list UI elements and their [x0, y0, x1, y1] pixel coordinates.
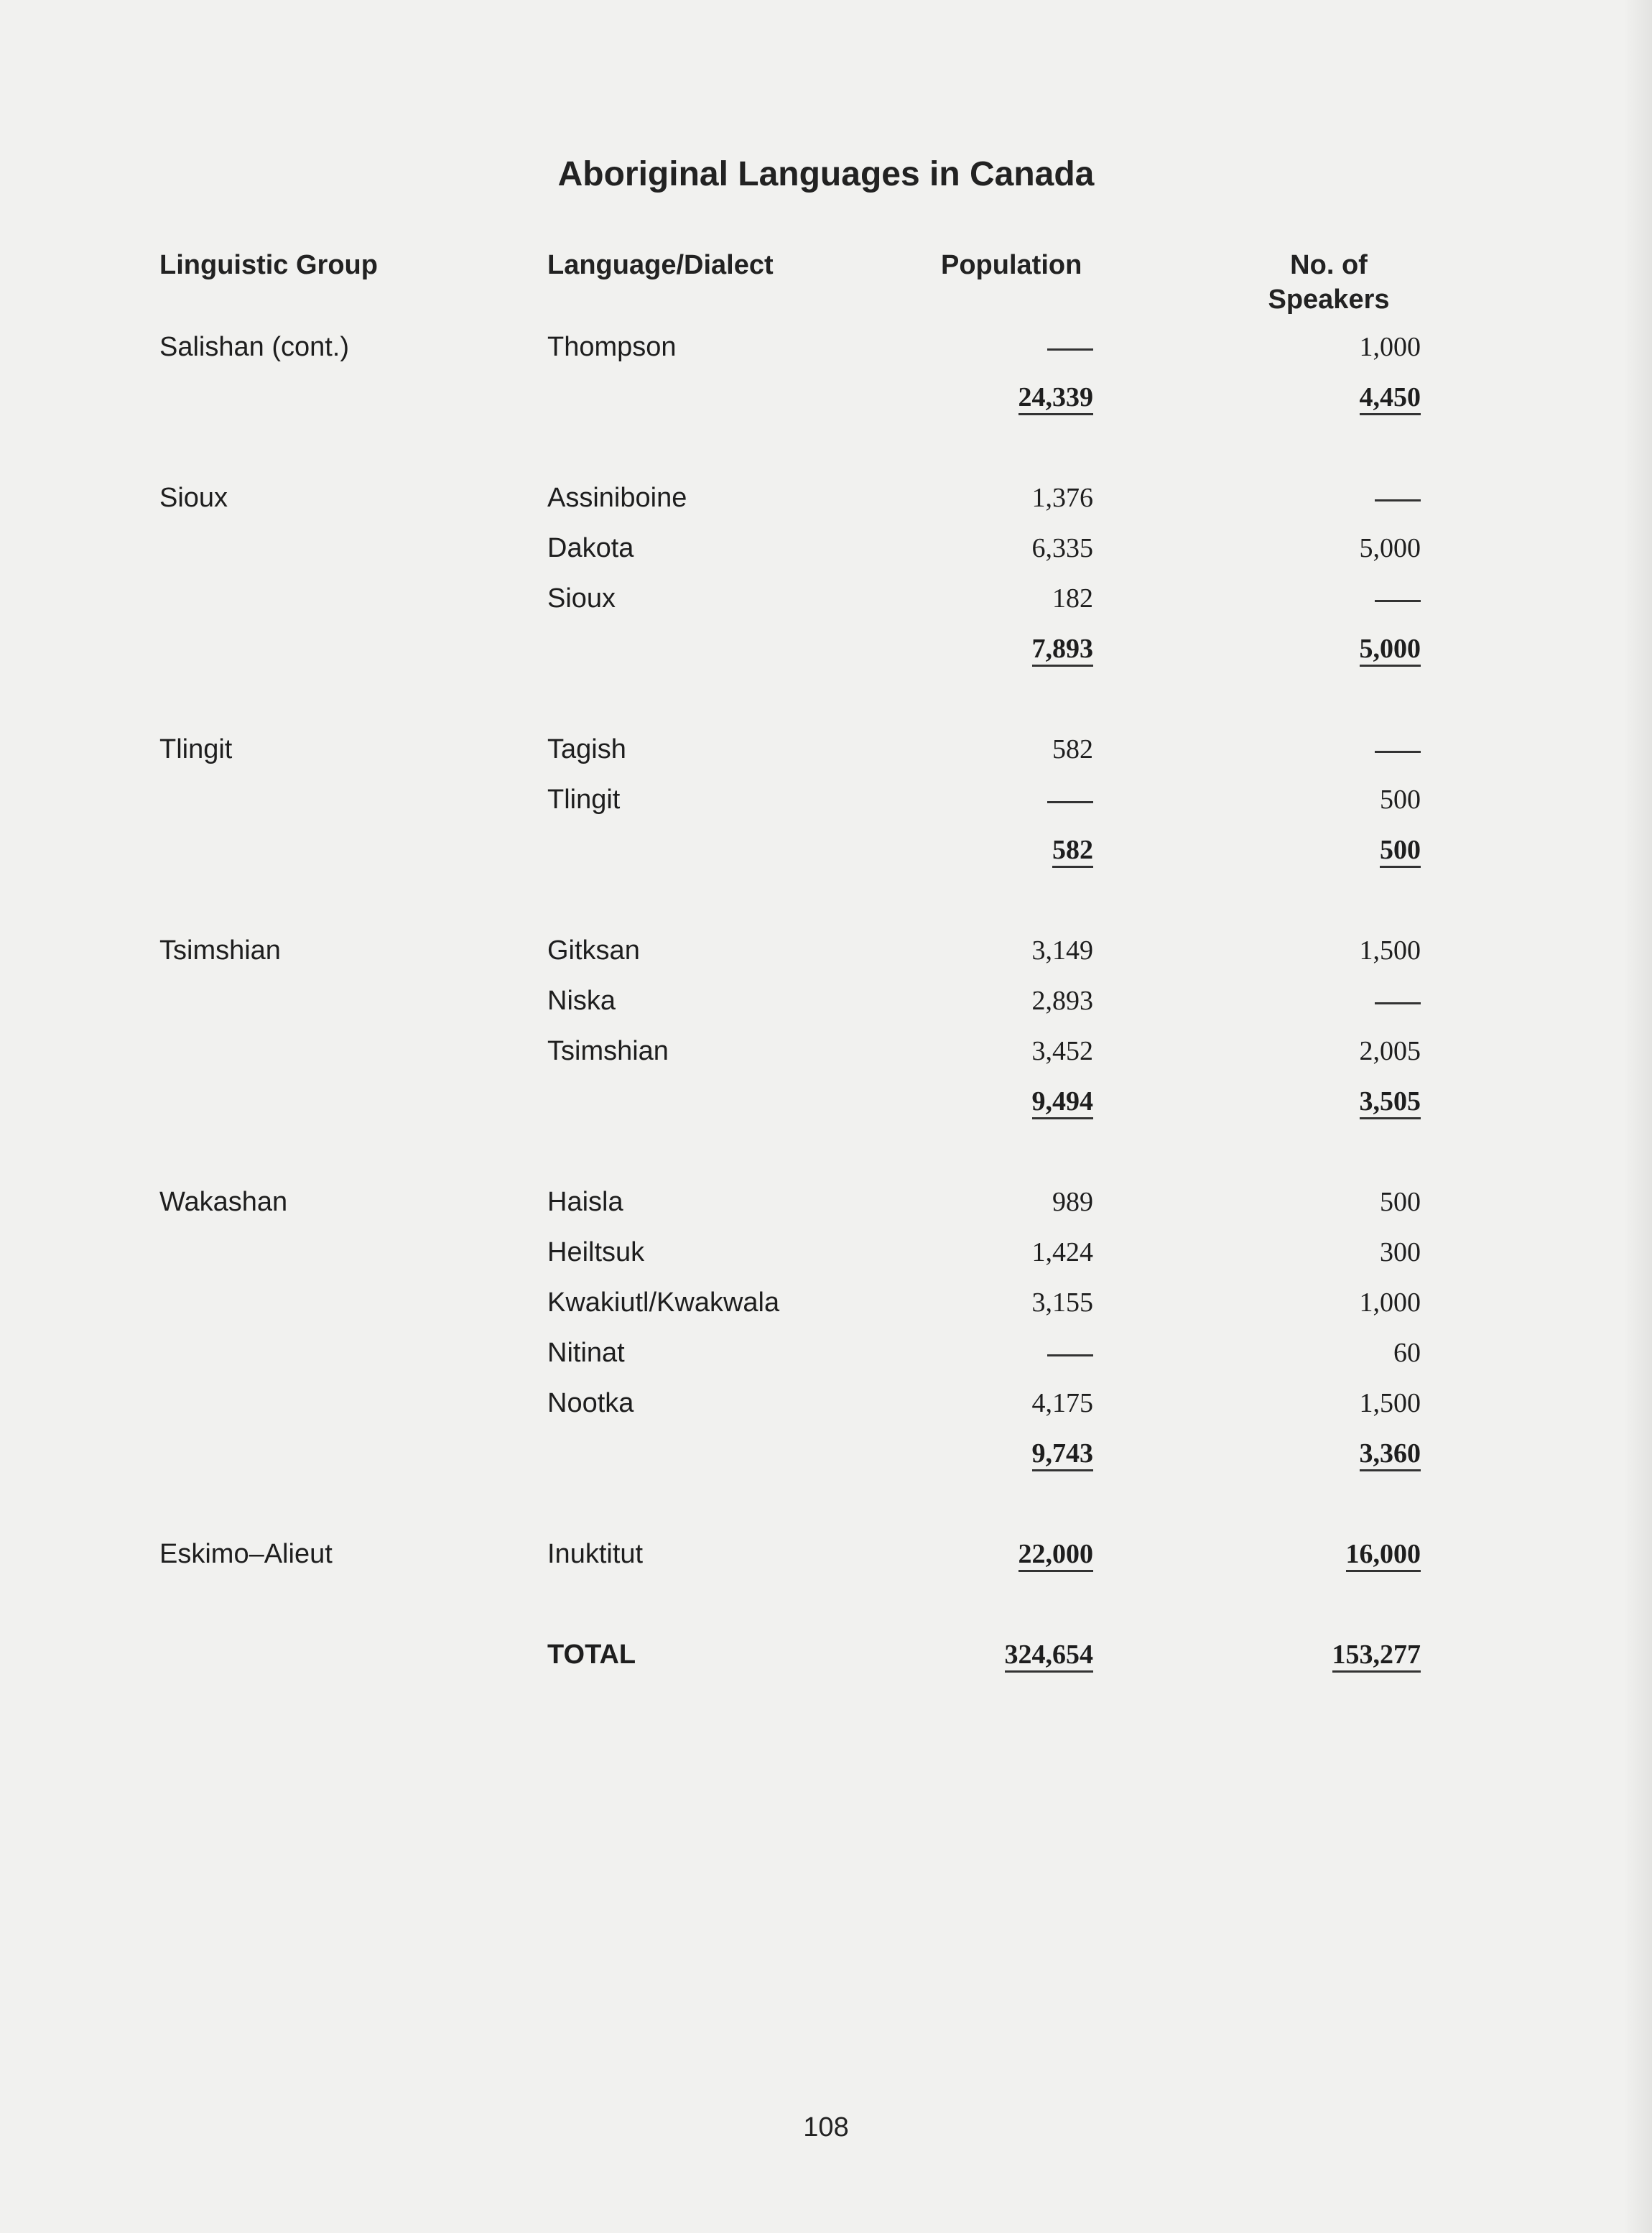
page-edge-shadow: [1623, 0, 1652, 2233]
speakers-cell: [1360, 930, 1421, 971]
cell-value: 3,505: [1360, 1086, 1421, 1119]
cell-value: 7,893: [1032, 633, 1094, 667]
speakers-cell: [1380, 830, 1421, 870]
cell-value: 22,000: [1018, 1538, 1094, 1572]
speakers-cell: [1380, 780, 1421, 820]
language-cell: Sioux: [547, 583, 616, 614]
dash-mark: [1047, 1354, 1093, 1356]
dash-mark: [1375, 1002, 1421, 1004]
cell-value: 500: [1380, 1187, 1421, 1217]
language-cell: Niska: [547, 986, 616, 1016]
cell-value: 2,005: [1359, 1036, 1421, 1066]
speakers-cell: [1380, 1182, 1421, 1222]
population-cell: [1052, 1182, 1093, 1222]
speakers-cell: [1360, 1031, 1421, 1071]
speakers-cell: [1360, 327, 1421, 367]
population-cell: [1032, 1232, 1094, 1272]
language-cell: Gitksan: [547, 935, 640, 966]
cell-value: 153,277: [1332, 1639, 1421, 1673]
cell-value: 500: [1380, 834, 1421, 868]
population-cell: [1047, 780, 1093, 820]
speakers-cell: [1375, 981, 1421, 1021]
cell-value: 1,424: [1031, 1237, 1093, 1267]
speakers-cell: [1332, 1635, 1421, 1675]
cell-value: 300: [1380, 1237, 1421, 1267]
speakers-cell: [1360, 1433, 1421, 1474]
subtotal-row: [0, 629, 1652, 669]
cell-value: 1,000: [1359, 1287, 1421, 1318]
population-cell: [1032, 981, 1094, 1021]
language-cell: Assiniboine: [547, 483, 687, 513]
speakers-cell: [1380, 1232, 1421, 1272]
header-speakers-line2: Speakers: [1268, 285, 1390, 315]
subtotal-row: [0, 830, 1652, 870]
table-row: [0, 1333, 1652, 1373]
population-cell: [1047, 327, 1093, 367]
language-cell: Inuktitut: [547, 1539, 644, 1569]
cell-value: 5,000: [1359, 533, 1421, 563]
population-cell: [1032, 629, 1094, 669]
cell-value: 500: [1380, 785, 1421, 815]
cell-value: 989: [1052, 1187, 1093, 1217]
population-cell: [1032, 1383, 1094, 1423]
language-cell: Thompson: [547, 332, 677, 362]
language-cell: Kwakiutl/Kwakwala: [547, 1287, 780, 1318]
cell-value: 3,149: [1031, 935, 1093, 966]
speakers-cell: [1346, 1534, 1421, 1574]
speakers-cell: [1360, 377, 1421, 417]
header-language-dialect: Language/Dialect: [547, 250, 774, 280]
total-row: [0, 1635, 1652, 1675]
table-row: [0, 729, 1652, 769]
table-row: [0, 780, 1652, 820]
dash-mark: [1375, 499, 1421, 501]
page-number: 108: [803, 2112, 849, 2142]
table-row: [0, 327, 1652, 367]
cell-value: 582: [1052, 734, 1093, 764]
speakers-cell: [1360, 629, 1421, 669]
cell-value: 9,494: [1032, 1086, 1094, 1119]
linguistic-group-cell: Wakashan: [159, 1187, 288, 1217]
language-cell: Dakota: [547, 533, 634, 563]
header-linguistic-group: Linguistic Group: [159, 250, 378, 280]
language-cell: Haisla: [547, 1187, 623, 1217]
linguistic-group-cell: Tsimshian: [159, 935, 281, 966]
population-cell: [1018, 1534, 1094, 1574]
speakers-cell: [1393, 1333, 1421, 1373]
linguistic-group-cell: Sioux: [159, 483, 228, 513]
speakers-cell: [1360, 1282, 1421, 1323]
population-cell: [1032, 930, 1094, 971]
language-cell: Tsimshian: [547, 1036, 669, 1066]
subtotal-row: [0, 377, 1652, 417]
table-row: [0, 930, 1652, 971]
cell-value: 582: [1052, 834, 1093, 868]
table-row: [0, 1282, 1652, 1323]
cell-value: 16,000: [1346, 1538, 1421, 1572]
speakers-cell: [1375, 578, 1421, 619]
cell-value: 24,339: [1018, 382, 1094, 415]
speakers-cell: [1375, 729, 1421, 769]
table-row: [0, 1383, 1652, 1423]
dash-mark: [1375, 600, 1421, 602]
population-cell: [1032, 1433, 1094, 1474]
language-cell: Tagish: [547, 734, 626, 764]
table-row: [0, 1232, 1652, 1272]
population-cell: [1047, 1333, 1093, 1373]
table-row: [0, 1182, 1652, 1222]
header-population: Population: [941, 250, 1082, 280]
cell-value: 3,360: [1360, 1438, 1421, 1471]
table-row: [0, 1031, 1652, 1071]
cell-value: 1,500: [1359, 1388, 1421, 1418]
cell-value: 3,452: [1031, 1036, 1093, 1066]
language-cell: Heiltsuk: [547, 1237, 645, 1267]
cell-value: 182: [1052, 583, 1093, 614]
population-cell: [1052, 578, 1093, 619]
subtotal-row: [0, 1081, 1652, 1122]
cell-value: 60: [1393, 1338, 1421, 1368]
cell-value: 1,500: [1359, 935, 1421, 966]
cell-value: 324,654: [1005, 1639, 1094, 1673]
cell-value: 6,335: [1031, 533, 1093, 563]
speakers-cell: [1375, 478, 1421, 518]
language-cell: Nitinat: [547, 1338, 625, 1368]
cell-value: 1,376: [1031, 483, 1093, 513]
linguistic-group-cell: Salishan (cont.): [159, 332, 350, 362]
subtotal-row: [0, 1433, 1652, 1474]
table-row: [0, 478, 1652, 518]
cell-value: 9,743: [1032, 1438, 1094, 1471]
linguistic-group-cell: Eskimo–Alieut: [159, 1539, 333, 1569]
language-cell: Nootka: [547, 1388, 634, 1418]
language-cell: Tlingit: [547, 785, 621, 815]
cell-value: 4,450: [1360, 382, 1421, 415]
speakers-cell: [1360, 1383, 1421, 1423]
table-row: [0, 528, 1652, 568]
dash-mark: [1047, 801, 1093, 803]
table-row: [0, 1534, 1652, 1574]
population-cell: [1052, 729, 1093, 769]
population-cell: [1032, 528, 1094, 568]
language-cell: TOTAL: [547, 1640, 636, 1670]
header-speakers-line1: No. of: [1290, 250, 1368, 280]
page-title: Aboriginal Languages in Canada: [557, 155, 1095, 193]
population-cell: [1018, 377, 1094, 417]
population-cell: [1032, 1081, 1094, 1122]
population-cell: [1032, 478, 1094, 518]
cell-value: 2,893: [1031, 986, 1093, 1016]
dash-mark: [1047, 348, 1093, 351]
population-cell: [1005, 1635, 1094, 1675]
dash-mark: [1375, 751, 1421, 753]
header-speakers: [1257, 248, 1401, 317]
cell-value: 4,175: [1031, 1388, 1093, 1418]
table-row: [0, 578, 1652, 619]
linguistic-group-cell: Tlingit: [159, 734, 233, 764]
population-cell: [1032, 1282, 1094, 1323]
cell-value: 3,155: [1031, 1287, 1093, 1318]
table-row: [0, 981, 1652, 1021]
population-cell: [1052, 830, 1093, 870]
cell-value: 5,000: [1360, 633, 1421, 667]
population-cell: [1032, 1031, 1094, 1071]
speakers-cell: [1360, 1081, 1421, 1122]
cell-value: 1,000: [1359, 332, 1421, 362]
speakers-cell: [1360, 528, 1421, 568]
